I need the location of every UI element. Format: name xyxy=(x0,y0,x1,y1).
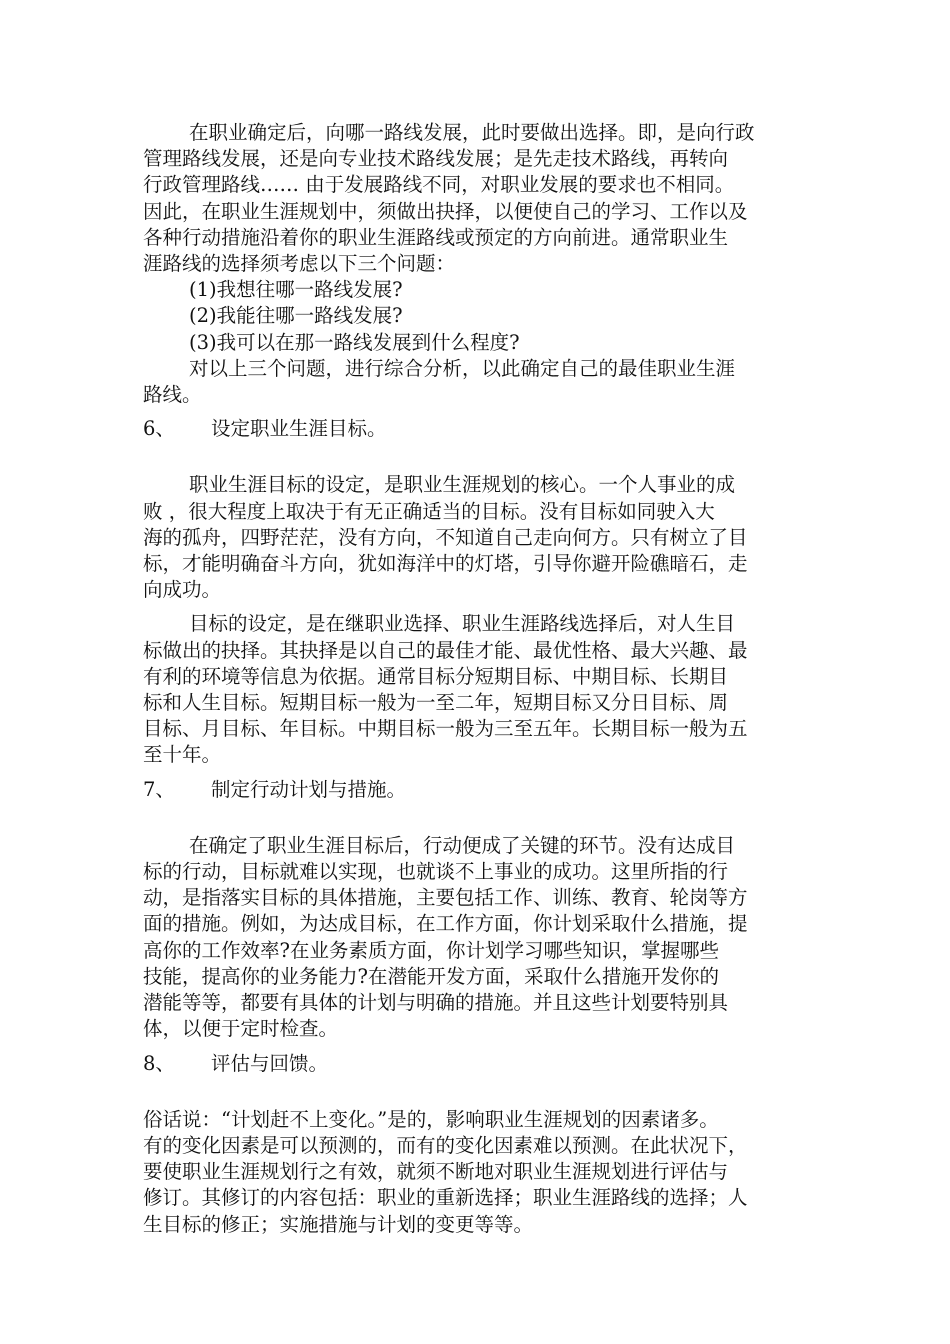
text-line: 修订。其修订的内容包括：职业的重新选择；职业生涯路线的选择；人 xyxy=(143,1186,748,1210)
text-line: 标和人生目标。短期目标一般为一至二年，短期目标又分日目标、周 xyxy=(143,691,729,715)
text-line: 因此，在职业生涯规划中，须做出抉择，以便使自己的学习、工作以及 xyxy=(143,199,748,223)
goal-paragraph-1 xyxy=(143,472,811,603)
text-line: 生目标的修正；实施措施与计划的变更等等。 xyxy=(143,1212,534,1236)
text-line: 职业生涯目标的设定，是职业生涯规划的核心。一个人事业的成 xyxy=(189,473,736,497)
question-item: (3)我可以在那一路线发展到什么程度? xyxy=(189,330,520,354)
text-line: 行政管理路线…… 由于发展路线不同，对职业发展的要求也不相同。 xyxy=(143,173,735,197)
document-body xyxy=(143,120,811,1238)
section-title: 设定职业生涯目标。 xyxy=(211,417,387,441)
section-number: 8、 xyxy=(143,1051,175,1075)
questions-list xyxy=(143,277,811,356)
section-number: 6、 xyxy=(143,417,175,441)
text-line: 向成功。 xyxy=(143,578,222,602)
text-line: 有的变化因素是可以预测的，而有的变化因素难以预测。在此状况下， xyxy=(143,1133,748,1157)
goal-paragraph-2 xyxy=(143,611,811,768)
text-line: 要使职业生涯规划行之有效，就须不断地对职业生涯规划进行评估与 xyxy=(143,1160,729,1184)
text-line: 涯路线的选择须考虑以下三个问题： xyxy=(143,252,456,276)
text-line: 对以上三个问题，进行综合分析，以此确定自己的最佳职业生涯 xyxy=(189,356,736,380)
question-item: (2)我能往哪一路线发展? xyxy=(189,304,403,328)
intro-paragraph xyxy=(143,120,811,277)
text-line: 标，才能明确奋斗方向，犹如海洋中的灯塔，引导你避开险礁暗石，走 xyxy=(143,552,748,576)
text-line: 高你的工作效率?在业务素质方面，你计划学习哪些知识，掌握哪些 xyxy=(143,938,719,962)
text-line: 败 ，很大程度上取决于有无正确适当的目标。没有目标如同驶入大 xyxy=(143,499,715,523)
text-line: 体，以便于定时检查。 xyxy=(143,1017,339,1041)
section-heading-6 xyxy=(143,416,811,442)
section-title: 制定行动计划与措施。 xyxy=(211,777,407,801)
analysis-paragraph xyxy=(143,356,811,408)
action-paragraph xyxy=(143,833,811,1043)
text-line: 在确定了职业生涯目标后，行动便成了关键的环节。没有达成目 xyxy=(189,833,736,857)
text-line: 目标、月目标、年目标。中期目标一般为三至五年。长期目标一般为五 xyxy=(143,717,748,741)
text-line: 技能，提高你的业务能力?在潜能开发方面，采取什么措施开发你的 xyxy=(143,964,719,988)
text-line: 目标的设定，是在继职业选择、职业生涯路线选择后，对人生目 xyxy=(189,612,736,636)
text-line: 路线。 xyxy=(143,383,202,407)
text-line: 标做出的抉择。其抉择是以自己的最佳才能、最优性格、最大兴趣、最 xyxy=(143,638,748,662)
text-line: 动，是指落实目标的具体措施，主要包括工作、训练、教育、轮岗等方 xyxy=(143,886,748,910)
text-line: 管理路线发展，还是向专业技术路线发展；是先走技术路线，再转向 xyxy=(143,147,729,171)
text-line: 各种行动措施沿着你的职业生涯路线或预定的方向前进。通常职业生 xyxy=(143,225,729,249)
text-line: 俗话说：“计划赶不上变化。”是的，影响职业生涯规划的因素诸多。 xyxy=(143,1107,719,1131)
text-line: 在职业确定后，向哪一路线发展，此时要做出选择。即，是向行政 xyxy=(189,121,755,144)
section-number: 7、 xyxy=(143,777,175,801)
text-line: 有利的环境等信息为依据。通常目标分短期目标、中期目标、长期目 xyxy=(143,664,729,688)
text-line: 潜能等等，都要有具体的计划与明确的措施。并且这些计划要特别具 xyxy=(143,991,729,1015)
text-line: 至十年。 xyxy=(143,743,222,767)
feedback-paragraph xyxy=(143,1107,811,1238)
section-heading-7 xyxy=(143,777,811,803)
question-item: (1)我想往哪一路线发展? xyxy=(189,278,403,302)
text-line: 标的行动，目标就难以实现，也就谈不上事业的成功。这里所指的行 xyxy=(143,860,729,884)
section-title: 评估与回馈。 xyxy=(211,1051,329,1075)
section-heading-8 xyxy=(143,1051,811,1077)
text-line: 面的措施。例如，为达成目标，在工作方面，你计划采取什么措施，提 xyxy=(143,912,748,936)
text-line: 海的孤舟，四野茫茫，没有方向，不知道自己走向何方。只有树立了目 xyxy=(143,525,748,549)
